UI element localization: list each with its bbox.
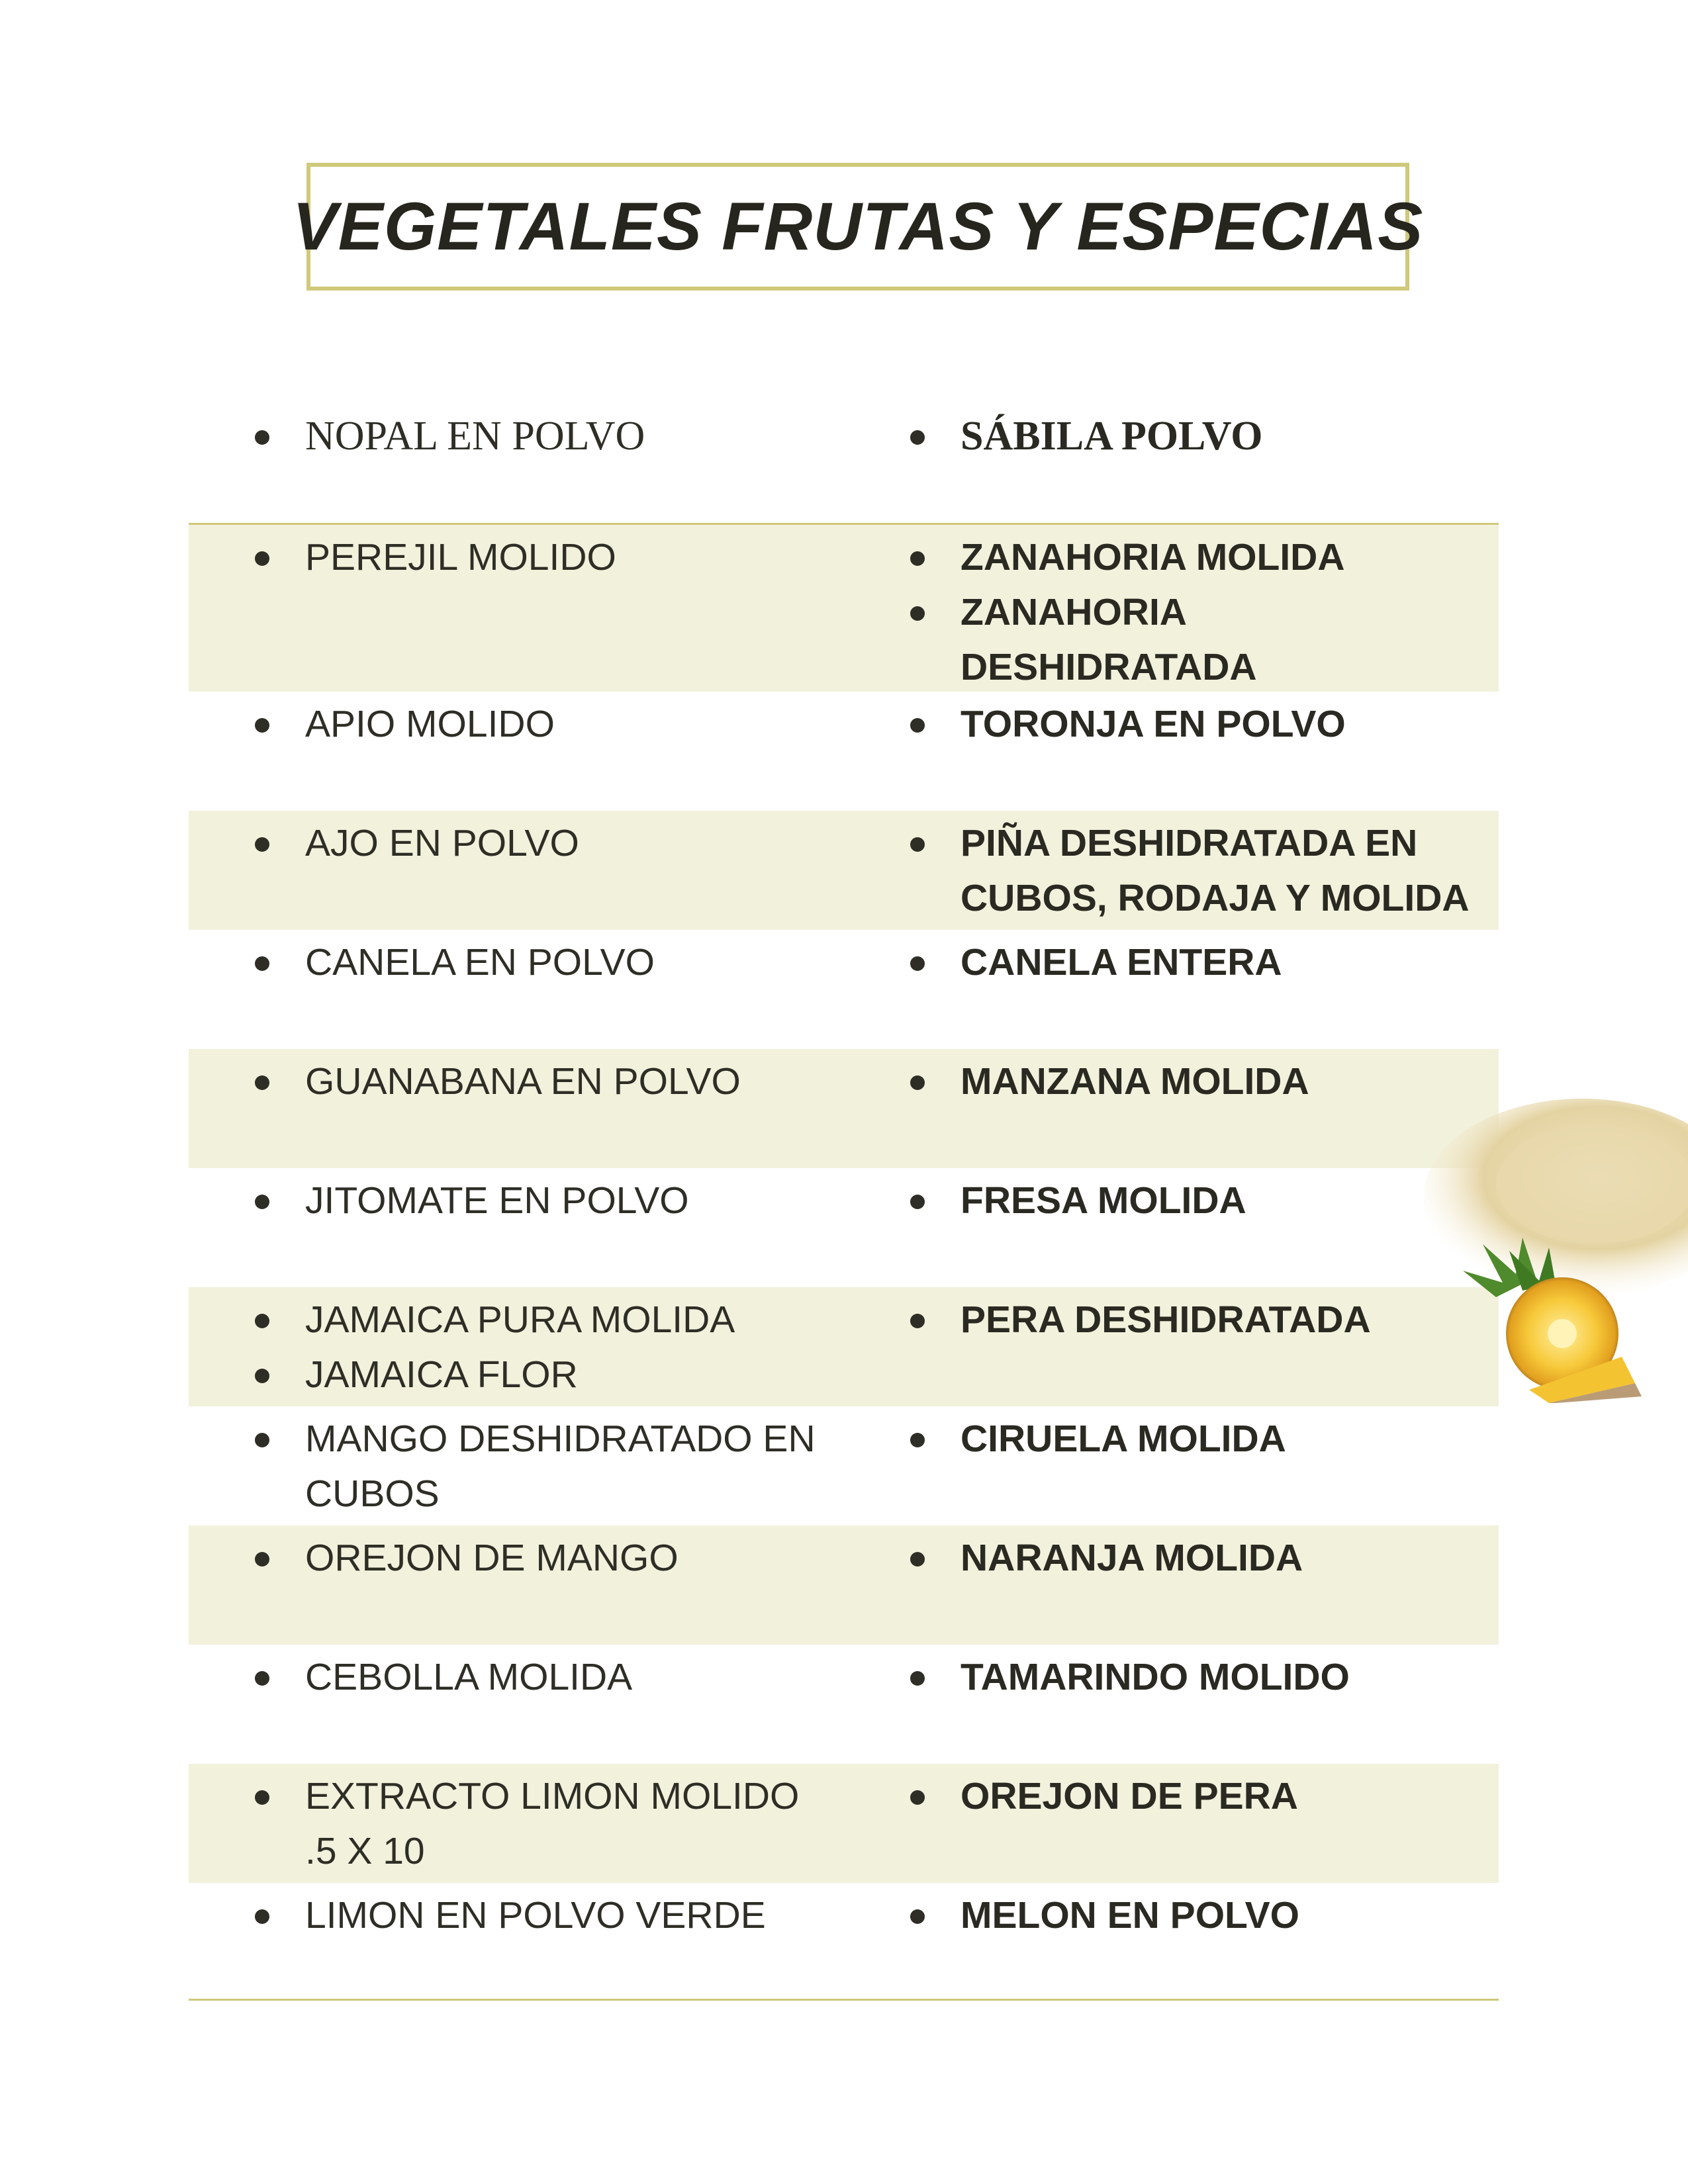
bullet-icon <box>910 1195 925 1209</box>
item-text: JAMAICA PURA MOLIDA <box>305 1298 735 1341</box>
list-item <box>255 1888 983 1943</box>
bullet-icon <box>255 1195 269 1209</box>
item-text: SÁBILA POLVO <box>961 414 1263 459</box>
item-text: PIÑA DESHIDRATADA EN CUBOS, RODAJA Y MOLIDA <box>961 822 1470 919</box>
bullet-icon <box>255 1552 269 1567</box>
bullet-icon <box>255 1433 269 1447</box>
bullet-icon <box>255 1075 269 1090</box>
list-item <box>255 1531 983 1586</box>
bullet-icon <box>910 718 925 733</box>
list-item <box>255 697 983 752</box>
left-cell <box>255 935 983 990</box>
item-text: OREJON DE MANGO <box>305 1537 679 1579</box>
item-text: FRESA MOLIDA <box>961 1179 1246 1222</box>
list-item <box>910 585 1493 695</box>
item-text: CIRUELA MOLIDA <box>961 1418 1286 1460</box>
list-item <box>910 1293 1493 1347</box>
list-item <box>910 1888 1493 1943</box>
item-text: MANGO DESHIDRATADO EN CUBOS <box>305 1418 816 1515</box>
table-row <box>189 1406 1499 1525</box>
item-text: CEBOLLA MOLIDA <box>305 1656 633 1698</box>
bullet-icon <box>255 1314 269 1328</box>
right-cell <box>910 1650 1493 1705</box>
table-row <box>189 930 1499 1049</box>
table-row <box>189 525 1499 692</box>
right-cell <box>910 1769 1493 1824</box>
list-item <box>255 1054 983 1109</box>
list-item <box>255 1347 983 1402</box>
list-item <box>255 935 983 990</box>
right-cell <box>910 1531 1493 1586</box>
item-text: AJO EN POLVO <box>305 822 579 864</box>
bullet-icon <box>910 837 925 852</box>
bullet-icon <box>255 956 269 971</box>
item-text: LIMON EN POLVO VERDE <box>305 1894 766 1936</box>
left-cell <box>255 1888 983 1943</box>
item-text: NARANJA MOLIDA <box>961 1537 1303 1579</box>
left-cell <box>255 1650 983 1705</box>
bullet-icon <box>910 956 925 971</box>
list-item <box>910 697 1493 752</box>
page-title: VEGETALES FRUTAS Y ESPECIAS <box>292 189 1424 264</box>
bullet-icon <box>910 1909 925 1924</box>
list-item <box>255 409 983 464</box>
left-cell <box>255 1769 983 1879</box>
left-cell <box>255 1531 983 1586</box>
left-cell <box>255 1293 983 1402</box>
item-text: EXTRACTO LIMON MOLIDO .5 X 10 <box>305 1775 800 1872</box>
item-text: ZANAHORIA DESHIDRATADA <box>961 591 1257 688</box>
item-text: JITOMATE EN POLVO <box>305 1179 689 1222</box>
pineapple-powder-image <box>1423 1072 1688 1403</box>
bullet-icon <box>255 837 269 852</box>
list-item <box>255 1173 983 1228</box>
right-cell <box>910 1054 1493 1109</box>
table-row <box>189 1883 1499 1999</box>
table-row <box>189 1168 1499 1287</box>
bullet-icon <box>255 718 269 733</box>
right-cell <box>910 1293 1493 1347</box>
right-cell <box>910 1888 1493 1943</box>
item-text: MELON EN POLVO <box>961 1894 1299 1936</box>
item-text: TAMARINDO MOLIDO <box>961 1656 1350 1698</box>
bullet-icon <box>255 1909 269 1924</box>
list-item <box>910 1173 1493 1228</box>
right-cell <box>910 697 1493 752</box>
bullet-icon <box>910 430 925 445</box>
left-cell <box>255 697 983 752</box>
list-item <box>910 1650 1493 1705</box>
left-cell <box>255 530 983 585</box>
right-cell <box>910 530 1493 695</box>
list-item <box>910 1054 1493 1109</box>
right-cell <box>910 409 1493 464</box>
bullet-icon <box>910 1075 925 1090</box>
list-item <box>910 1412 1493 1467</box>
right-cell <box>910 935 1493 990</box>
item-text: JAMAICA FLOR <box>305 1353 578 1396</box>
list-item <box>255 816 983 871</box>
bullet-icon <box>910 551 925 566</box>
item-text: PERA DESHIDRATADA <box>961 1298 1371 1341</box>
list-item <box>910 816 1493 926</box>
bullet-icon <box>910 1433 925 1447</box>
table-row <box>189 1049 1499 1168</box>
item-text: ZANAHORIA MOLIDA <box>961 536 1345 578</box>
item-text: CANELA EN POLVO <box>305 941 655 983</box>
bottom-rule <box>189 1999 1499 2001</box>
list-item <box>255 1769 983 1879</box>
list-item <box>910 1531 1493 1586</box>
bullet-icon <box>255 1671 269 1686</box>
list-item <box>255 530 983 585</box>
left-cell <box>255 816 983 871</box>
right-cell <box>910 1173 1493 1228</box>
item-text: GUANABANA EN POLVO <box>305 1060 741 1103</box>
item-text: APIO MOLIDO <box>305 703 555 745</box>
bullet-icon <box>255 551 269 566</box>
table-row <box>189 1645 1499 1764</box>
list-item <box>255 1293 983 1347</box>
item-text: OREJON DE PERA <box>961 1775 1298 1817</box>
table-row <box>189 692 1499 811</box>
table-row <box>189 1764 1499 1883</box>
bullet-icon <box>255 430 269 445</box>
bullet-icon <box>255 1790 269 1805</box>
left-cell <box>255 1412 983 1522</box>
bullet-icon <box>255 1369 269 1383</box>
list-item <box>910 1769 1493 1824</box>
right-cell <box>910 1412 1493 1467</box>
right-cell <box>910 816 1493 926</box>
item-text: TORONJA EN POLVO <box>961 703 1346 745</box>
bullet-icon <box>910 1552 925 1567</box>
list-item <box>910 530 1493 585</box>
left-cell <box>255 409 983 464</box>
table-row <box>189 1287 1499 1406</box>
list-item <box>255 1412 983 1522</box>
table-row <box>189 1525 1499 1645</box>
bullet-icon <box>910 1790 925 1805</box>
title-box <box>292 163 1424 291</box>
list-item <box>910 935 1493 990</box>
left-cell <box>255 1173 983 1228</box>
bullet-icon <box>910 1671 925 1686</box>
bullet-icon <box>910 1314 925 1328</box>
list-item <box>910 409 1493 464</box>
item-text: NOPAL EN POLVO <box>305 414 645 459</box>
table-row <box>189 384 1499 523</box>
left-cell <box>255 1054 983 1109</box>
item-text: CANELA ENTERA <box>961 941 1282 983</box>
item-text: MANZANA MOLIDA <box>961 1060 1309 1103</box>
table-row <box>189 811 1499 930</box>
bullet-icon <box>910 606 925 621</box>
item-text: PEREJIL MOLIDO <box>305 536 616 578</box>
list-item <box>255 1650 983 1705</box>
